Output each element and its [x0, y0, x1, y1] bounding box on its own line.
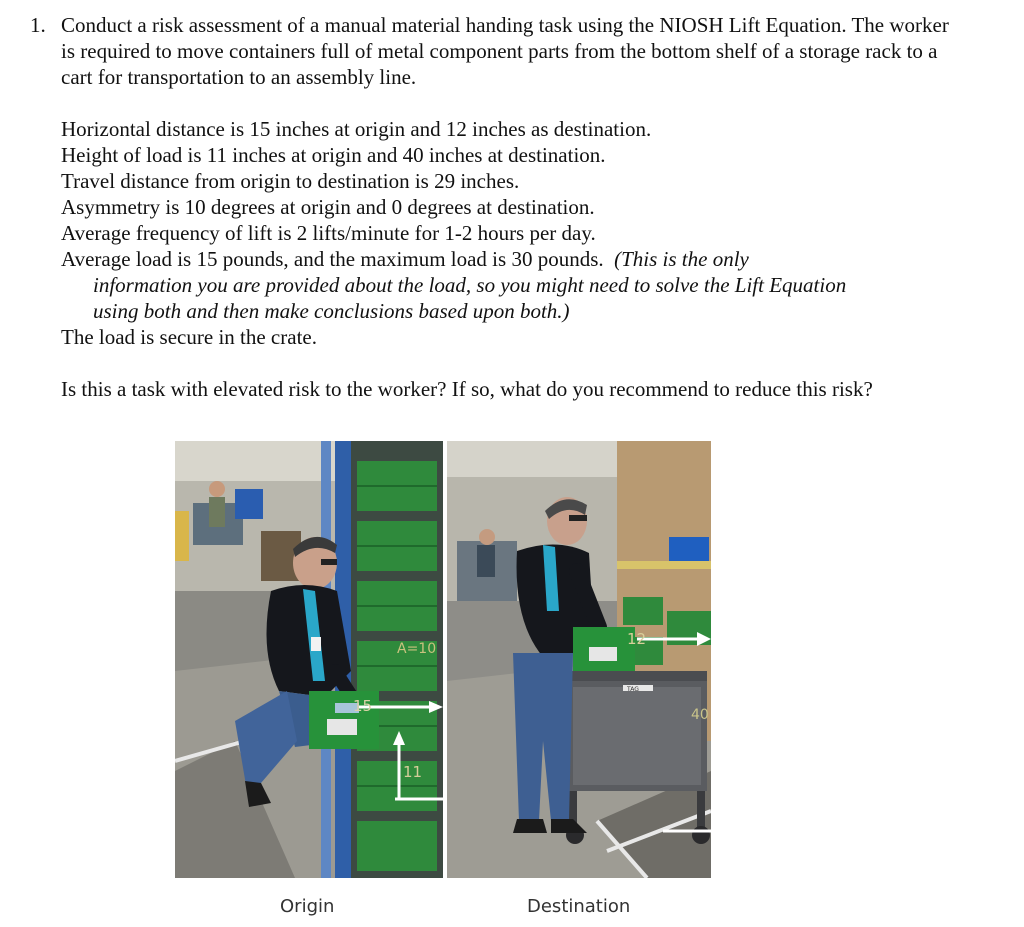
origin-caption: Origin: [280, 896, 335, 917]
destination-caption: Destination: [527, 896, 631, 917]
detail-load: [61, 246, 961, 272]
destination-photo-illustration: [447, 441, 711, 878]
load-note-start: (This is the only: [614, 247, 749, 271]
question-intro: Conduct a risk assessment of a manual material handing task using the NIOSH Lift Equation. The worker is required to move containers full of metal component parts from the bottom shelf of a storage rack to a cart for transportation to an assembly line.: [61, 13, 949, 89]
destination-label-height: 40: [691, 707, 709, 723]
destination-label-horizontal: 12: [627, 630, 647, 648]
detail-height: Height of load is 11 inches at origin and 40 inches at destination.: [61, 143, 606, 167]
question-body: [61, 12, 961, 402]
load-note-line-2: information you are provided about the load, so you might need to solve the Lift Equation: [93, 273, 847, 297]
destination-cart-tag: TAG: [627, 686, 639, 693]
load-note-line-3: using both and then make conclusions based upon both.): [93, 299, 570, 323]
origin-label-asymmetry: A=10: [397, 641, 437, 657]
detail-secure: The load is secure in the crate.: [61, 325, 317, 349]
origin-photo: [175, 441, 443, 878]
detail-frequency: Average frequency of lift is 2 lifts/minute for 1-2 hours per day.: [61, 221, 596, 245]
detail-horizontal: Horizontal distance is 15 inches at origin and 12 inches as destination.: [61, 117, 652, 141]
detail-asymmetry: Asymmetry is 10 degrees at origin and 0 degrees at destination.: [61, 195, 595, 219]
origin-label-horizontal: 15: [353, 697, 373, 715]
question-prompt: Is this a task with elevated risk to the worker? If so, what do you recommend to reduce this risk?: [61, 377, 873, 401]
load-line: Average load is 15 pounds, and the maximum load is 30 pounds.: [61, 247, 604, 271]
question-number: 1.: [30, 13, 46, 37]
origin-label-height: 11: [403, 763, 423, 781]
detail-travel: Travel distance from origin to destination is 29 inches.: [61, 169, 520, 193]
destination-photo: [447, 441, 711, 878]
origin-photo-illustration: [175, 441, 443, 878]
